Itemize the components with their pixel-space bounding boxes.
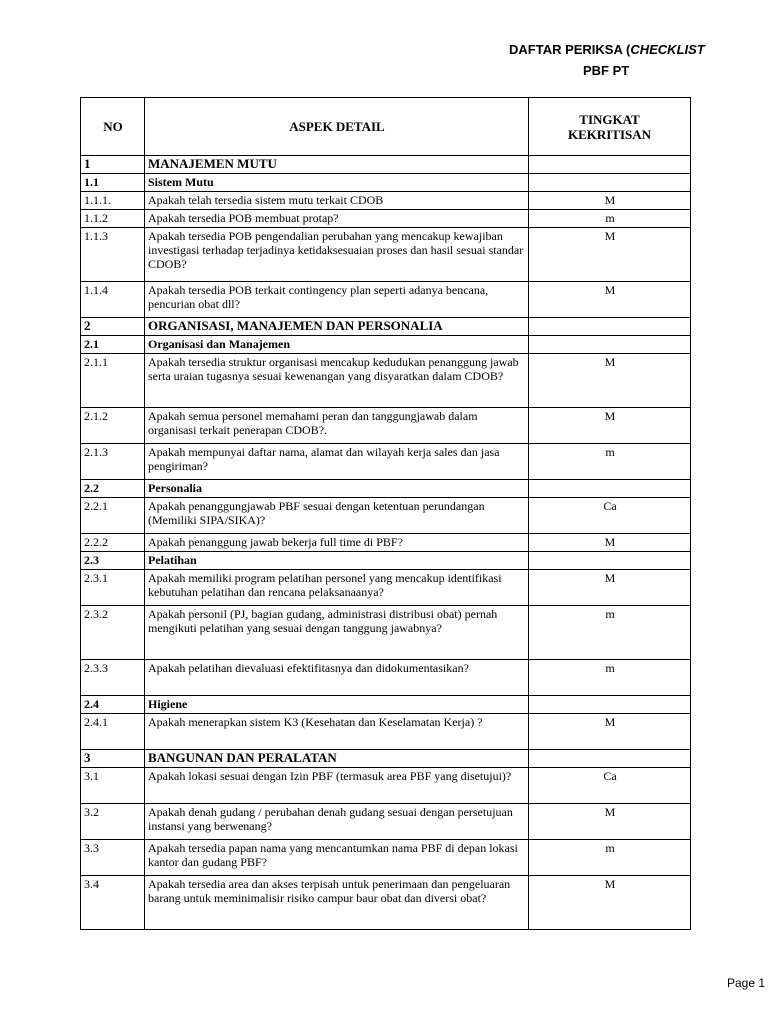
row-criticality: M xyxy=(529,354,691,408)
subsection-row xyxy=(81,696,691,714)
table-row xyxy=(81,534,691,552)
row-criticality xyxy=(529,696,691,714)
row-criticality: M xyxy=(529,408,691,444)
row-aspect-text: Apakah memiliki program pelatihan personel yang mencakup identifikasi kebutuhan pelatihan dan rencana pelaksanaanya? xyxy=(145,570,529,606)
row-number: 2.1.2 xyxy=(81,408,145,444)
row-aspect-text: Organisasi dan Manajemen xyxy=(145,336,529,354)
row-number: 1.1.4 xyxy=(81,282,145,318)
row-aspect-text: Apakah lokasi sesuai dengan Izin PBF (termasuk area PBF yang disetujui)? xyxy=(145,768,529,804)
row-aspect-text: Higiene xyxy=(145,696,529,714)
row-number: 2.3.1 xyxy=(81,570,145,606)
table-row xyxy=(81,768,691,804)
subsection-row xyxy=(81,174,691,192)
row-aspect-text: Apakah semua personel memahami peran dan tanggungjawab dalam organisasi terkait penerapan CDOB?. xyxy=(145,408,529,444)
table-row xyxy=(81,606,691,660)
section-row xyxy=(81,156,691,174)
row-number: 2.4 xyxy=(81,696,145,714)
row-aspect-text: Pelatihan xyxy=(145,552,529,570)
row-aspect-text: ORGANISASI, MANAJEMEN DAN PERSONALIA xyxy=(145,318,529,336)
row-criticality: M xyxy=(529,570,691,606)
section-row xyxy=(81,318,691,336)
row-number: 2.3.2 xyxy=(81,606,145,660)
subsection-row xyxy=(81,336,691,354)
table-header-row xyxy=(81,98,691,156)
row-criticality xyxy=(529,552,691,570)
row-number: 3.3 xyxy=(81,840,145,876)
row-number: 2.2 xyxy=(81,480,145,498)
row-criticality: m xyxy=(529,210,691,228)
row-number: 1.1 xyxy=(81,174,145,192)
document-title: DAFTAR PERIKSA (CHECKLIST xyxy=(509,42,705,57)
row-aspect-text: BANGUNAN DAN PERALATAN xyxy=(145,750,529,768)
row-criticality xyxy=(529,336,691,354)
row-aspect-text: Apakah telah tersedia sistem mutu terkait CDOB xyxy=(145,192,529,210)
row-aspect-text: Apakah mempunyai daftar nama, alamat dan wilayah kerja sales dan jasa pengiriman? xyxy=(145,444,529,480)
table-row xyxy=(81,714,691,750)
row-aspect-text: Apakah tersedia papan nama yang mencantumkan nama PBF di depan lokasi kantor dan gudang PBF? xyxy=(145,840,529,876)
row-criticality xyxy=(529,750,691,768)
row-criticality: M xyxy=(529,192,691,210)
row-criticality: m xyxy=(529,444,691,480)
row-aspect-text: Apakah tersedia POB membuat protap? xyxy=(145,210,529,228)
row-criticality: m xyxy=(529,660,691,696)
column-header-no: NO xyxy=(81,98,145,156)
row-aspect-text: Sistem Mutu xyxy=(145,174,529,192)
column-header-aspect: ASPEK DETAIL xyxy=(145,98,529,156)
column-header-criticality: TINGKAT KEKRITISAN xyxy=(529,98,691,156)
table-row xyxy=(81,660,691,696)
row-number: 1.1.3 xyxy=(81,228,145,282)
row-criticality: M xyxy=(529,804,691,840)
row-number: 2.1.3 xyxy=(81,444,145,480)
table-row xyxy=(81,282,691,318)
table-row xyxy=(81,498,691,534)
row-number: 2.1 xyxy=(81,336,145,354)
row-criticality xyxy=(529,156,691,174)
row-aspect-text: Apakah tersedia area dan akses terpisah untuk penerimaan dan pengeluaran barang untuk meminimalisir risiko campur baur obat dan diversi obat? xyxy=(145,876,529,930)
row-aspect-text: Apakah personil (PJ, bagian gudang, administrasi distribusi obat) pernah mengikuti pelatihan yang sesuai dengan tanggung jawabnya? xyxy=(145,606,529,660)
row-number: 2.3 xyxy=(81,552,145,570)
row-number: 2.3.3 xyxy=(81,660,145,696)
subsection-row xyxy=(81,480,691,498)
table-row xyxy=(81,444,691,480)
row-criticality: M xyxy=(529,282,691,318)
table-row xyxy=(81,210,691,228)
row-criticality: Ca xyxy=(529,768,691,804)
table-row xyxy=(81,804,691,840)
row-number: 2 xyxy=(81,318,145,336)
row-aspect-text: Apakah denah gudang / perubahan denah gudang sesuai dengan persetujuan instansi yang berwenang? xyxy=(145,804,529,840)
row-aspect-text: Apakah pelatihan dievaluasi efektifitasnya dan didokumentasikan? xyxy=(145,660,529,696)
table-row xyxy=(81,228,691,282)
table-row xyxy=(81,408,691,444)
row-criticality: M xyxy=(529,714,691,750)
row-aspect-text: Apakah menerapkan sistem K3 (Kesehatan dan Keselamatan Kerja) ? xyxy=(145,714,529,750)
row-number: 2.2.1 xyxy=(81,498,145,534)
row-aspect-text: Apakah penanggung jawab bekerja full time di PBF? xyxy=(145,534,529,552)
row-criticality: M xyxy=(529,876,691,930)
table-row xyxy=(81,354,691,408)
row-number: 2.2.2 xyxy=(81,534,145,552)
row-criticality: M xyxy=(529,534,691,552)
row-aspect-text: Apakah tersedia struktur organisasi mencakup kedudukan penanggung jawab serta uraian tugasnya sesuai kewenangan yang disyaratkan dalam CDOB? xyxy=(145,354,529,408)
row-number: 1.1.2 xyxy=(81,210,145,228)
row-number: 1.1.1. xyxy=(81,192,145,210)
row-criticality: M xyxy=(529,228,691,282)
subsection-row xyxy=(81,552,691,570)
row-criticality: m xyxy=(529,840,691,876)
row-criticality xyxy=(529,174,691,192)
row-criticality: Ca xyxy=(529,498,691,534)
table-row xyxy=(81,192,691,210)
table-row xyxy=(81,570,691,606)
row-aspect-text: Apakah tersedia POB terkait contingency plan seperti adanya bencana, pencurian obat dll? xyxy=(145,282,529,318)
document-subtitle: PBF PT xyxy=(583,63,630,78)
row-criticality xyxy=(529,318,691,336)
checklist-table-container xyxy=(80,97,768,930)
row-number: 1 xyxy=(81,156,145,174)
row-criticality xyxy=(529,480,691,498)
row-aspect-text: MANAJEMEN MUTU xyxy=(145,156,529,174)
row-number: 3.1 xyxy=(81,768,145,804)
row-criticality: m xyxy=(529,606,691,660)
page-number: Page 1 xyxy=(727,976,766,990)
row-aspect-text: Apakah penanggungjawab PBF sesuai dengan ketentuan perundangan (Memiliki SIPA/SIKA)? xyxy=(145,498,529,534)
row-number: 3.2 xyxy=(81,804,145,840)
checklist-table xyxy=(80,97,691,930)
row-aspect-text: Apakah tersedia POB pengendalian perubahan yang mencakup kewajiban investigasi terhadap terjadinya ketidaksesuaian proses dan hasil sesuai standar CDOB? xyxy=(145,228,529,282)
table-row xyxy=(81,876,691,930)
table-row xyxy=(81,840,691,876)
row-number: 2.1.1 xyxy=(81,354,145,408)
row-number: 3 xyxy=(81,750,145,768)
row-number: 3.4 xyxy=(81,876,145,930)
row-aspect-text: Personalia xyxy=(145,480,529,498)
row-number: 2.4.1 xyxy=(81,714,145,750)
section-row xyxy=(81,750,691,768)
